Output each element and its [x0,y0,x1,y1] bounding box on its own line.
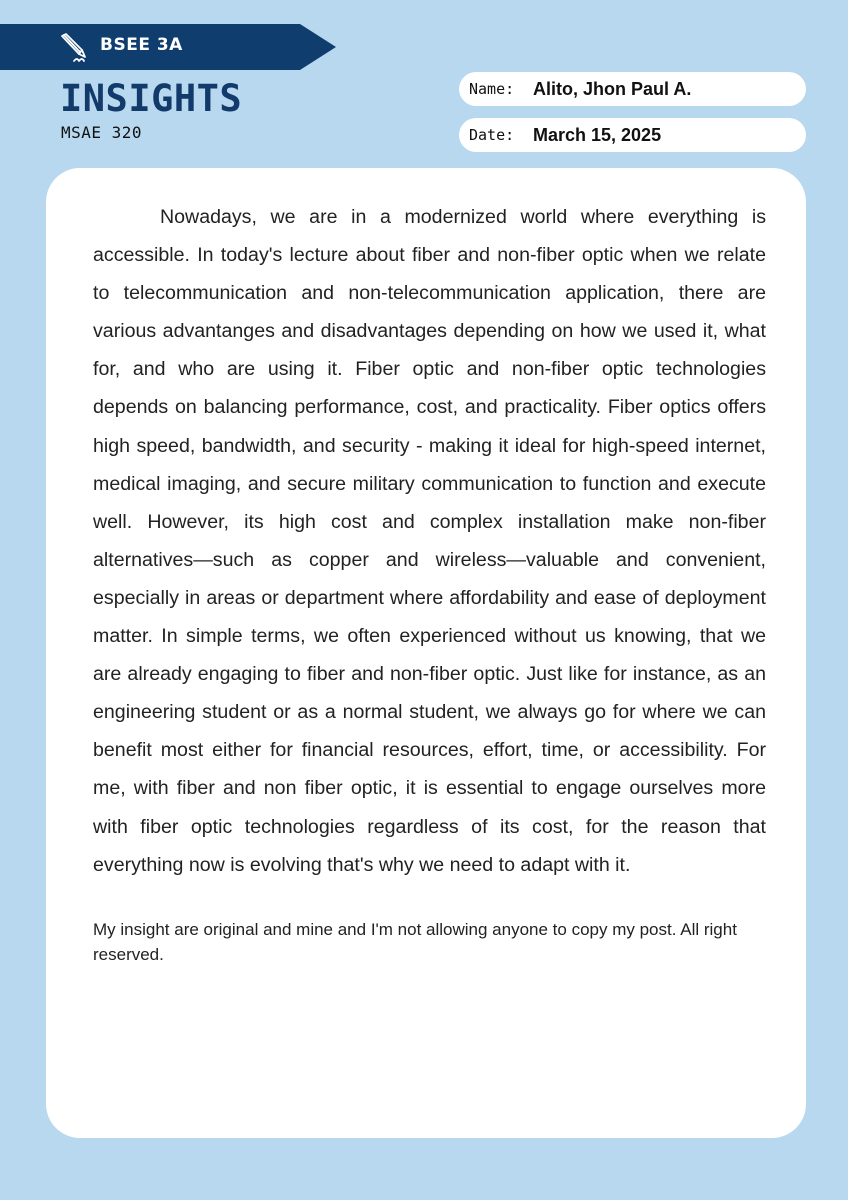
date-value: March 15, 2025 [533,124,662,145]
date-label: Date: [469,126,515,144]
name-label: Name: [469,80,515,98]
course-code: MSAE 320 [61,123,143,142]
content-card [46,168,806,1138]
insight-body: Nowadays, we are in a modernized world where everything is accessible. In today's lecture about fiber and non-fiber optic when we relate to telecommunication and non-telecommunication application, there are various advantanges and disadvantages depending on how we used it, what for, and who are using it. Fiber optic and non-fiber optic technologies depends on balancing performance, cost, and practicality. Fiber optics offers high speed, bandwidth, and security - making it ideal for high-speed internet, medical imaging, and secure military communication to function and execute well. However, its high cost and complex installation make non-fiber alternatives—such as copper and wireless—valuable and convenient, especially in areas or department where affordability and ease of deployment matter. In simple terms, we often experienced without us knowing, that we are already engaging to fiber and non-fiber optic. Just like for instance, as an engineering student or as a normal student, we always go for where we can benefit most either for financial resources, effort, time, or accessibility. For me, with fiber and non fiber optic, it is essential to engage ourselves more with fiber optic technologies regardless of its cost, for the reason that everything now is evolving that's why we need to adapt with it. [93,206,766,876]
class-label: BSEE 3A [100,35,183,55]
name-value: Alito, Jhon Paul A. [533,78,692,99]
name-field [459,72,806,106]
page-title: INSIGHTS [60,77,243,120]
pencil-icon [58,32,90,64]
class-banner [0,24,336,70]
date-field [459,118,806,152]
copyright-note: My insight are original and mine and I'm not allowing anyone to copy my post. All right reserved. [93,919,737,964]
